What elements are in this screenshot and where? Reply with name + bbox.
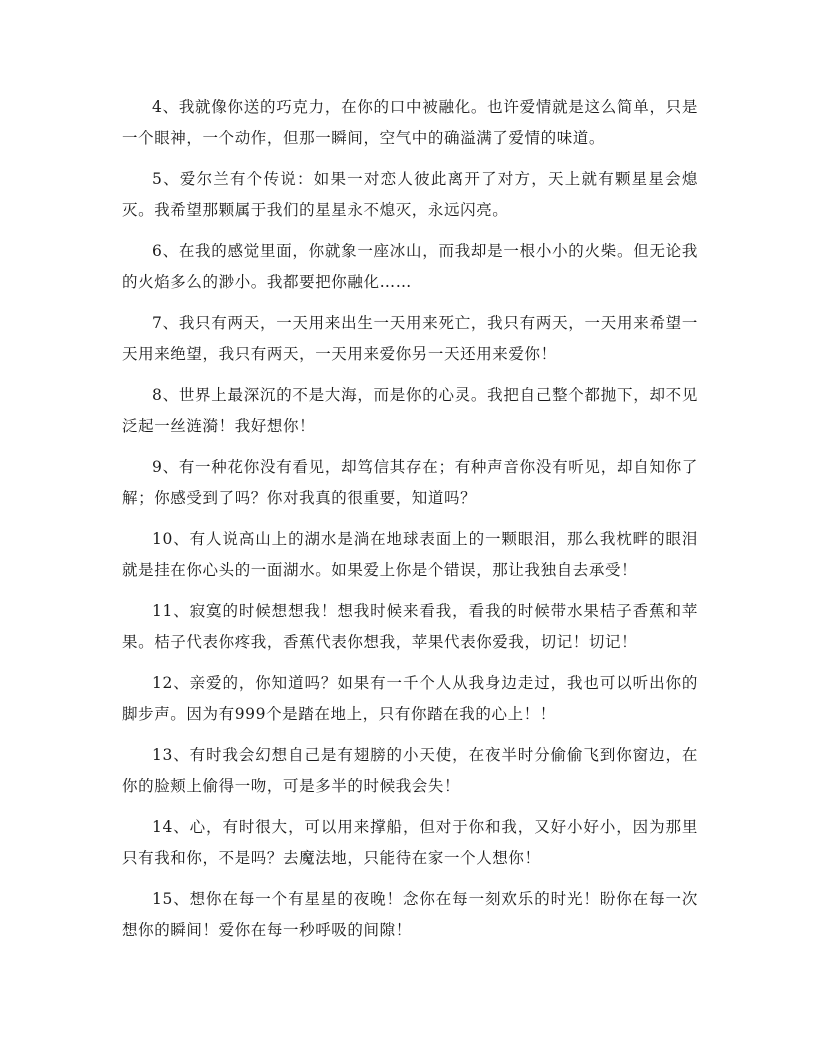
paragraph-5: 5、爱尔兰有个传说：如果一对恋人彼此离开了对方，天上就有颗星星会熄灭。我希望那颗属于我们的星星永不熄灭，永远闪亮。 bbox=[122, 170, 698, 219]
paragraph-4: 4、我就像你送的巧克力，在你的口中被融化。也许爱情就是这么简单，只是一个眼神，一个动作，但那一瞬间，空气中的确溢满了爱情的味道。 bbox=[122, 98, 698, 147]
paragraph-9: 9、有一种花你没有看见，却笃信其存在；有种声音你没有听见，却自知你了解；你感受到了吗？你对我真的很重要，知道吗？ bbox=[122, 458, 698, 507]
paragraph-7: 7、我只有两天，一天用来出生一天用来死亡，我只有两天，一天用来希望一天用来绝望，我只有两天，一天用来爱你另一天还用来爱你！ bbox=[122, 314, 698, 363]
document-body bbox=[122, 92, 698, 956]
paragraph-11: 11、寂寞的时候想想我！想我时候来看我，看我的时候带水果桔子香蕉和苹果。桔子代表你疼我，香蕉代表你想我，苹果代表你爱我，切记！切记！ bbox=[122, 602, 698, 651]
paragraph-6: 6、在我的感觉里面，你就象一座冰山，而我却是一根小小的火柴。但无论我的火焰多么的渺小。我都要把你融化…… bbox=[122, 242, 698, 291]
paragraph-15: 15、想你在每一个有星星的夜晚！念你在每一刻欢乐的时光！盼你在每一次想你的瞬间！爱你在每一秒呼吸的间隙！ bbox=[122, 890, 698, 939]
paragraph-10: 10、有人说高山上的湖水是淌在地球表面上的一颗眼泪，那么我枕畔的眼泪就是挂在你心头的一面湖水。如果爱上你是个错误，那让我独自去承受！ bbox=[122, 530, 698, 579]
paragraph-14: 14、心，有时很大，可以用来撑船，但对于你和我，又好小好小，因为那里只有我和你，不是吗？去魔法地，只能待在家一个人想你！ bbox=[122, 818, 698, 867]
paragraph-8: 8、世界上最深沉的不是大海，而是你的心灵。我把自己整个都抛下，却不见泛起一丝涟漪！我好想你！ bbox=[122, 386, 698, 435]
paragraph-13: 13、有时我会幻想自己是有翅膀的小天使，在夜半时分偷偷飞到你窗边，在你的脸颊上偷得一吻，可是多半的时候我会失！ bbox=[122, 746, 698, 795]
paragraph-12: 12、亲爱的，你知道吗？如果有一千个人从我身边走过，我也可以听出你的脚步声。因为有999个是踏在地上，只有你踏在我的心上！！ bbox=[122, 674, 698, 723]
